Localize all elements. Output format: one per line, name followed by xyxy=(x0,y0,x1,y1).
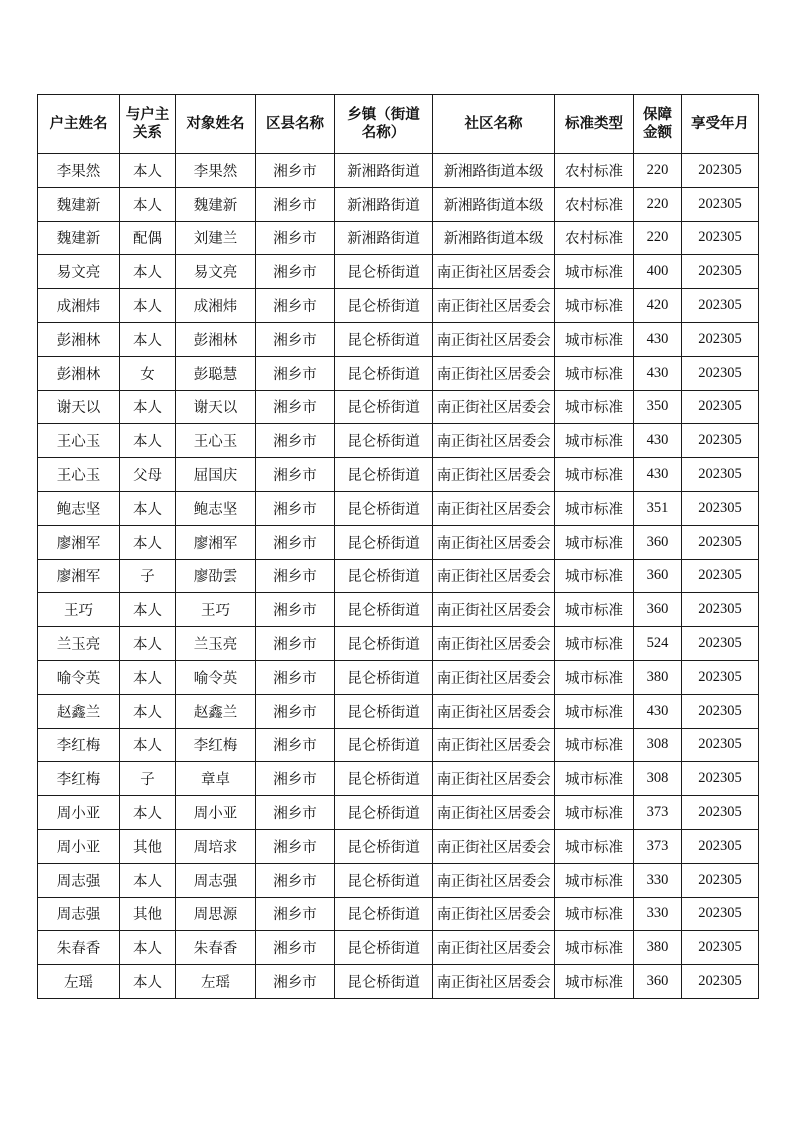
cell-month: 202305 xyxy=(682,424,759,458)
cell-householder: 兰玉亮 xyxy=(38,627,120,661)
cell-community: 南正街社区居委会 xyxy=(433,796,555,830)
header-town-line2: 名称） xyxy=(361,125,406,141)
cell-month: 202305 xyxy=(682,322,759,356)
cell-county: 湘乡市 xyxy=(256,322,335,356)
cell-amount: 430 xyxy=(634,424,682,458)
cell-community: 南正街社区居委会 xyxy=(433,897,555,931)
table-body xyxy=(38,154,759,999)
header-community xyxy=(433,95,555,154)
cell-subject: 彭聪慧 xyxy=(176,356,256,390)
cell-subject: 李果然 xyxy=(176,154,256,188)
cell-subject: 李红梅 xyxy=(176,728,256,762)
cell-month: 202305 xyxy=(682,829,759,863)
cell-relation: 本人 xyxy=(120,390,176,424)
cell-community: 南正街社区居委会 xyxy=(433,424,555,458)
header-amount-line1: 保障 xyxy=(643,107,672,123)
cell-town: 昆仑桥街道 xyxy=(335,424,433,458)
header-relation-line1: 与户主 xyxy=(125,107,170,123)
cell-relation: 本人 xyxy=(120,931,176,965)
cell-amount: 380 xyxy=(634,931,682,965)
table-row xyxy=(38,627,759,661)
cell-county: 湘乡市 xyxy=(256,965,335,999)
cell-householder: 周小亚 xyxy=(38,829,120,863)
cell-month: 202305 xyxy=(682,863,759,897)
cell-amount: 350 xyxy=(634,390,682,424)
cell-county: 湘乡市 xyxy=(256,627,335,661)
cell-county: 湘乡市 xyxy=(256,187,335,221)
cell-relation: 父母 xyxy=(120,458,176,492)
table-row xyxy=(38,897,759,931)
header-month xyxy=(682,95,759,154)
cell-town: 昆仑桥街道 xyxy=(335,525,433,559)
table-row xyxy=(38,255,759,289)
table-row xyxy=(38,593,759,627)
cell-town: 昆仑桥街道 xyxy=(335,559,433,593)
cell-subject: 朱春香 xyxy=(176,931,256,965)
cell-community: 新湘路街道本级 xyxy=(433,187,555,221)
cell-subject: 成湘炜 xyxy=(176,289,256,323)
table-row xyxy=(38,796,759,830)
cell-subject: 左瑶 xyxy=(176,965,256,999)
table-row xyxy=(38,965,759,999)
cell-month: 202305 xyxy=(682,694,759,728)
header-town-line1: 乡镇（街道 xyxy=(347,107,420,123)
table-row xyxy=(38,221,759,255)
cell-month: 202305 xyxy=(682,897,759,931)
cell-community: 南正街社区居委会 xyxy=(433,559,555,593)
cell-relation: 本人 xyxy=(120,627,176,661)
header-town xyxy=(335,95,433,154)
cell-county: 湘乡市 xyxy=(256,829,335,863)
cell-relation: 本人 xyxy=(120,728,176,762)
cell-month: 202305 xyxy=(682,728,759,762)
cell-month: 202305 xyxy=(682,660,759,694)
cell-county: 湘乡市 xyxy=(256,289,335,323)
cell-subject: 刘建兰 xyxy=(176,221,256,255)
cell-amount: 308 xyxy=(634,728,682,762)
cell-amount: 430 xyxy=(634,356,682,390)
cell-subject: 兰玉亮 xyxy=(176,627,256,661)
cell-town: 昆仑桥街道 xyxy=(335,694,433,728)
cell-subject: 易文亮 xyxy=(176,255,256,289)
cell-householder: 李红梅 xyxy=(38,728,120,762)
cell-town: 昆仑桥街道 xyxy=(335,289,433,323)
cell-householder: 喻令英 xyxy=(38,660,120,694)
cell-subject: 廖劭雲 xyxy=(176,559,256,593)
cell-town: 昆仑桥街道 xyxy=(335,863,433,897)
cell-relation: 本人 xyxy=(120,154,176,188)
cell-relation: 本人 xyxy=(120,965,176,999)
cell-amount: 360 xyxy=(634,559,682,593)
cell-community: 南正街社区居委会 xyxy=(433,525,555,559)
cell-town: 昆仑桥街道 xyxy=(335,931,433,965)
cell-householder: 王巧 xyxy=(38,593,120,627)
cell-community: 新湘路街道本级 xyxy=(433,154,555,188)
cell-community: 南正街社区居委会 xyxy=(433,627,555,661)
cell-month: 202305 xyxy=(682,762,759,796)
cell-amount: 430 xyxy=(634,694,682,728)
cell-standard: 城市标准 xyxy=(555,762,634,796)
cell-county: 湘乡市 xyxy=(256,356,335,390)
cell-town: 新湘路街道 xyxy=(335,154,433,188)
cell-month: 202305 xyxy=(682,525,759,559)
cell-community: 南正街社区居委会 xyxy=(433,458,555,492)
cell-standard: 城市标准 xyxy=(555,593,634,627)
cell-standard: 城市标准 xyxy=(555,728,634,762)
header-subject-label: 对象姓名 xyxy=(186,116,245,132)
table-row xyxy=(38,390,759,424)
cell-county: 湘乡市 xyxy=(256,458,335,492)
cell-householder: 李红梅 xyxy=(38,762,120,796)
roster-table xyxy=(37,94,759,999)
table-row xyxy=(38,322,759,356)
cell-relation: 本人 xyxy=(120,694,176,728)
table-row xyxy=(38,187,759,221)
cell-householder: 谢天以 xyxy=(38,390,120,424)
cell-county: 湘乡市 xyxy=(256,863,335,897)
cell-householder: 彭湘林 xyxy=(38,356,120,390)
cell-standard: 城市标准 xyxy=(555,390,634,424)
cell-community: 南正街社区居委会 xyxy=(433,965,555,999)
header-relation xyxy=(120,95,176,154)
cell-county: 湘乡市 xyxy=(256,154,335,188)
cell-community: 南正街社区居委会 xyxy=(433,255,555,289)
cell-householder: 魏建新 xyxy=(38,187,120,221)
cell-month: 202305 xyxy=(682,491,759,525)
cell-community: 南正街社区居委会 xyxy=(433,694,555,728)
cell-standard: 农村标准 xyxy=(555,221,634,255)
cell-community: 南正街社区居委会 xyxy=(433,863,555,897)
header-county-label: 区县名称 xyxy=(266,116,324,132)
cell-subject: 周志强 xyxy=(176,863,256,897)
cell-relation: 本人 xyxy=(120,491,176,525)
cell-householder: 周志强 xyxy=(38,897,120,931)
header-relation-line2: 关系 xyxy=(133,125,162,141)
cell-amount: 360 xyxy=(634,965,682,999)
cell-householder: 王心玉 xyxy=(38,424,120,458)
cell-standard: 城市标准 xyxy=(555,525,634,559)
cell-standard: 城市标准 xyxy=(555,559,634,593)
cell-county: 湘乡市 xyxy=(256,728,335,762)
cell-community: 新湘路街道本级 xyxy=(433,221,555,255)
cell-town: 昆仑桥街道 xyxy=(335,356,433,390)
cell-householder: 魏建新 xyxy=(38,221,120,255)
cell-town: 昆仑桥街道 xyxy=(335,458,433,492)
cell-town: 昆仑桥街道 xyxy=(335,627,433,661)
cell-community: 南正街社区居委会 xyxy=(433,829,555,863)
cell-amount: 330 xyxy=(634,863,682,897)
cell-standard: 农村标准 xyxy=(555,154,634,188)
header-householder xyxy=(38,95,120,154)
cell-amount: 420 xyxy=(634,289,682,323)
cell-subject: 谢天以 xyxy=(176,390,256,424)
cell-town: 昆仑桥街道 xyxy=(335,255,433,289)
cell-subject: 王巧 xyxy=(176,593,256,627)
cell-relation: 其他 xyxy=(120,829,176,863)
cell-standard: 城市标准 xyxy=(555,897,634,931)
cell-month: 202305 xyxy=(682,390,759,424)
cell-amount: 330 xyxy=(634,897,682,931)
cell-subject: 章卓 xyxy=(176,762,256,796)
cell-amount: 220 xyxy=(634,187,682,221)
cell-subject: 屈国庆 xyxy=(176,458,256,492)
header-month-label: 享受年月 xyxy=(691,116,749,132)
table-row xyxy=(38,762,759,796)
cell-relation: 子 xyxy=(120,559,176,593)
cell-town: 昆仑桥街道 xyxy=(335,796,433,830)
cell-county: 湘乡市 xyxy=(256,762,335,796)
cell-county: 湘乡市 xyxy=(256,931,335,965)
cell-month: 202305 xyxy=(682,796,759,830)
cell-amount: 351 xyxy=(634,491,682,525)
table-row xyxy=(38,491,759,525)
cell-standard: 城市标准 xyxy=(555,424,634,458)
cell-householder: 赵鑫兰 xyxy=(38,694,120,728)
table-row xyxy=(38,289,759,323)
cell-month: 202305 xyxy=(682,559,759,593)
cell-amount: 360 xyxy=(634,525,682,559)
cell-householder: 王心玉 xyxy=(38,458,120,492)
cell-standard: 城市标准 xyxy=(555,660,634,694)
cell-county: 湘乡市 xyxy=(256,694,335,728)
cell-amount: 220 xyxy=(634,154,682,188)
cell-householder: 周小亚 xyxy=(38,796,120,830)
cell-community: 南正街社区居委会 xyxy=(433,289,555,323)
cell-standard: 城市标准 xyxy=(555,322,634,356)
cell-month: 202305 xyxy=(682,627,759,661)
cell-subject: 鲍志坚 xyxy=(176,491,256,525)
cell-month: 202305 xyxy=(682,356,759,390)
cell-relation: 本人 xyxy=(120,863,176,897)
cell-subject: 彭湘林 xyxy=(176,322,256,356)
cell-relation: 本人 xyxy=(120,593,176,627)
cell-amount: 430 xyxy=(634,322,682,356)
cell-standard: 城市标准 xyxy=(555,796,634,830)
cell-householder: 廖湘军 xyxy=(38,559,120,593)
cell-relation: 本人 xyxy=(120,322,176,356)
cell-community: 南正街社区居委会 xyxy=(433,728,555,762)
cell-relation: 本人 xyxy=(120,289,176,323)
cell-town: 新湘路街道 xyxy=(335,221,433,255)
cell-relation: 子 xyxy=(120,762,176,796)
table-row xyxy=(38,525,759,559)
cell-community: 南正街社区居委会 xyxy=(433,322,555,356)
cell-householder: 鲍志坚 xyxy=(38,491,120,525)
cell-householder: 彭湘林 xyxy=(38,322,120,356)
cell-standard: 城市标准 xyxy=(555,458,634,492)
cell-county: 湘乡市 xyxy=(256,897,335,931)
cell-relation: 本人 xyxy=(120,424,176,458)
table-row xyxy=(38,356,759,390)
header-amount xyxy=(634,95,682,154)
cell-standard: 城市标准 xyxy=(555,356,634,390)
cell-standard: 城市标准 xyxy=(555,931,634,965)
cell-county: 湘乡市 xyxy=(256,255,335,289)
cell-county: 湘乡市 xyxy=(256,559,335,593)
cell-amount: 360 xyxy=(634,593,682,627)
cell-standard: 城市标准 xyxy=(555,491,634,525)
cell-standard: 城市标准 xyxy=(555,255,634,289)
table-row xyxy=(38,154,759,188)
table-row xyxy=(38,559,759,593)
cell-month: 202305 xyxy=(682,154,759,188)
cell-town: 昆仑桥街道 xyxy=(335,965,433,999)
cell-amount: 400 xyxy=(634,255,682,289)
header-county xyxy=(256,95,335,154)
cell-subject: 廖湘军 xyxy=(176,525,256,559)
table-row xyxy=(38,863,759,897)
cell-county: 湘乡市 xyxy=(256,221,335,255)
cell-relation: 女 xyxy=(120,356,176,390)
cell-county: 湘乡市 xyxy=(256,491,335,525)
table-row xyxy=(38,829,759,863)
cell-county: 湘乡市 xyxy=(256,796,335,830)
cell-householder: 成湘炜 xyxy=(38,289,120,323)
cell-community: 南正街社区居委会 xyxy=(433,356,555,390)
cell-community: 南正街社区居委会 xyxy=(433,390,555,424)
cell-county: 湘乡市 xyxy=(256,390,335,424)
cell-relation: 本人 xyxy=(120,660,176,694)
cell-month: 202305 xyxy=(682,965,759,999)
cell-standard: 城市标准 xyxy=(555,829,634,863)
table-row xyxy=(38,458,759,492)
cell-subject: 周小亚 xyxy=(176,796,256,830)
cell-month: 202305 xyxy=(682,593,759,627)
cell-amount: 373 xyxy=(634,796,682,830)
cell-month: 202305 xyxy=(682,458,759,492)
header-standard-label: 标准类型 xyxy=(565,116,623,132)
cell-relation: 本人 xyxy=(120,525,176,559)
header-standard xyxy=(555,95,634,154)
cell-subject: 魏建新 xyxy=(176,187,256,221)
cell-town: 昆仑桥街道 xyxy=(335,728,433,762)
table-row xyxy=(38,660,759,694)
cell-month: 202305 xyxy=(682,187,759,221)
cell-month: 202305 xyxy=(682,289,759,323)
cell-county: 湘乡市 xyxy=(256,593,335,627)
table-row xyxy=(38,728,759,762)
cell-subject: 周思源 xyxy=(176,897,256,931)
cell-amount: 524 xyxy=(634,627,682,661)
cell-county: 湘乡市 xyxy=(256,424,335,458)
cell-town: 昆仑桥街道 xyxy=(335,829,433,863)
cell-town: 昆仑桥街道 xyxy=(335,593,433,627)
cell-subject: 赵鑫兰 xyxy=(176,694,256,728)
cell-month: 202305 xyxy=(682,931,759,965)
cell-town: 昆仑桥街道 xyxy=(335,660,433,694)
cell-amount: 430 xyxy=(634,458,682,492)
cell-householder: 左瑶 xyxy=(38,965,120,999)
cell-householder: 廖湘军 xyxy=(38,525,120,559)
cell-householder: 李果然 xyxy=(38,154,120,188)
header-subject xyxy=(176,95,256,154)
cell-month: 202305 xyxy=(682,255,759,289)
header-householder-label: 户主姓名 xyxy=(49,116,108,132)
cell-relation: 本人 xyxy=(120,796,176,830)
cell-householder: 易文亮 xyxy=(38,255,120,289)
cell-subject: 周培求 xyxy=(176,829,256,863)
cell-amount: 220 xyxy=(634,221,682,255)
header-row xyxy=(38,95,759,154)
cell-relation: 本人 xyxy=(120,255,176,289)
cell-town: 昆仑桥街道 xyxy=(335,322,433,356)
cell-county: 湘乡市 xyxy=(256,660,335,694)
cell-standard: 城市标准 xyxy=(555,863,634,897)
cell-community: 南正街社区居委会 xyxy=(433,931,555,965)
cell-town: 新湘路街道 xyxy=(335,187,433,221)
cell-month: 202305 xyxy=(682,221,759,255)
cell-amount: 373 xyxy=(634,829,682,863)
cell-town: 昆仑桥街道 xyxy=(335,491,433,525)
cell-relation: 其他 xyxy=(120,897,176,931)
cell-community: 南正街社区居委会 xyxy=(433,491,555,525)
cell-standard: 农村标准 xyxy=(555,187,634,221)
table-row xyxy=(38,931,759,965)
cell-community: 南正街社区居委会 xyxy=(433,762,555,796)
header-amount-line2: 金额 xyxy=(643,125,672,141)
cell-subject: 王心玉 xyxy=(176,424,256,458)
cell-relation: 本人 xyxy=(120,187,176,221)
cell-householder: 周志强 xyxy=(38,863,120,897)
cell-amount: 308 xyxy=(634,762,682,796)
cell-householder: 朱春香 xyxy=(38,931,120,965)
cell-county: 湘乡市 xyxy=(256,525,335,559)
table-header xyxy=(38,95,759,154)
table-row xyxy=(38,424,759,458)
cell-amount: 380 xyxy=(634,660,682,694)
cell-town: 昆仑桥街道 xyxy=(335,762,433,796)
cell-standard: 城市标准 xyxy=(555,289,634,323)
cell-community: 南正街社区居委会 xyxy=(433,593,555,627)
cell-community: 南正街社区居委会 xyxy=(433,660,555,694)
cell-town: 昆仑桥街道 xyxy=(335,897,433,931)
cell-standard: 城市标准 xyxy=(555,965,634,999)
header-community-label: 社区名称 xyxy=(464,116,523,132)
cell-standard: 城市标准 xyxy=(555,694,634,728)
cell-subject: 喻令英 xyxy=(176,660,256,694)
cell-standard: 城市标准 xyxy=(555,627,634,661)
cell-relation: 配偶 xyxy=(120,221,176,255)
cell-town: 昆仑桥街道 xyxy=(335,390,433,424)
table-row xyxy=(38,694,759,728)
